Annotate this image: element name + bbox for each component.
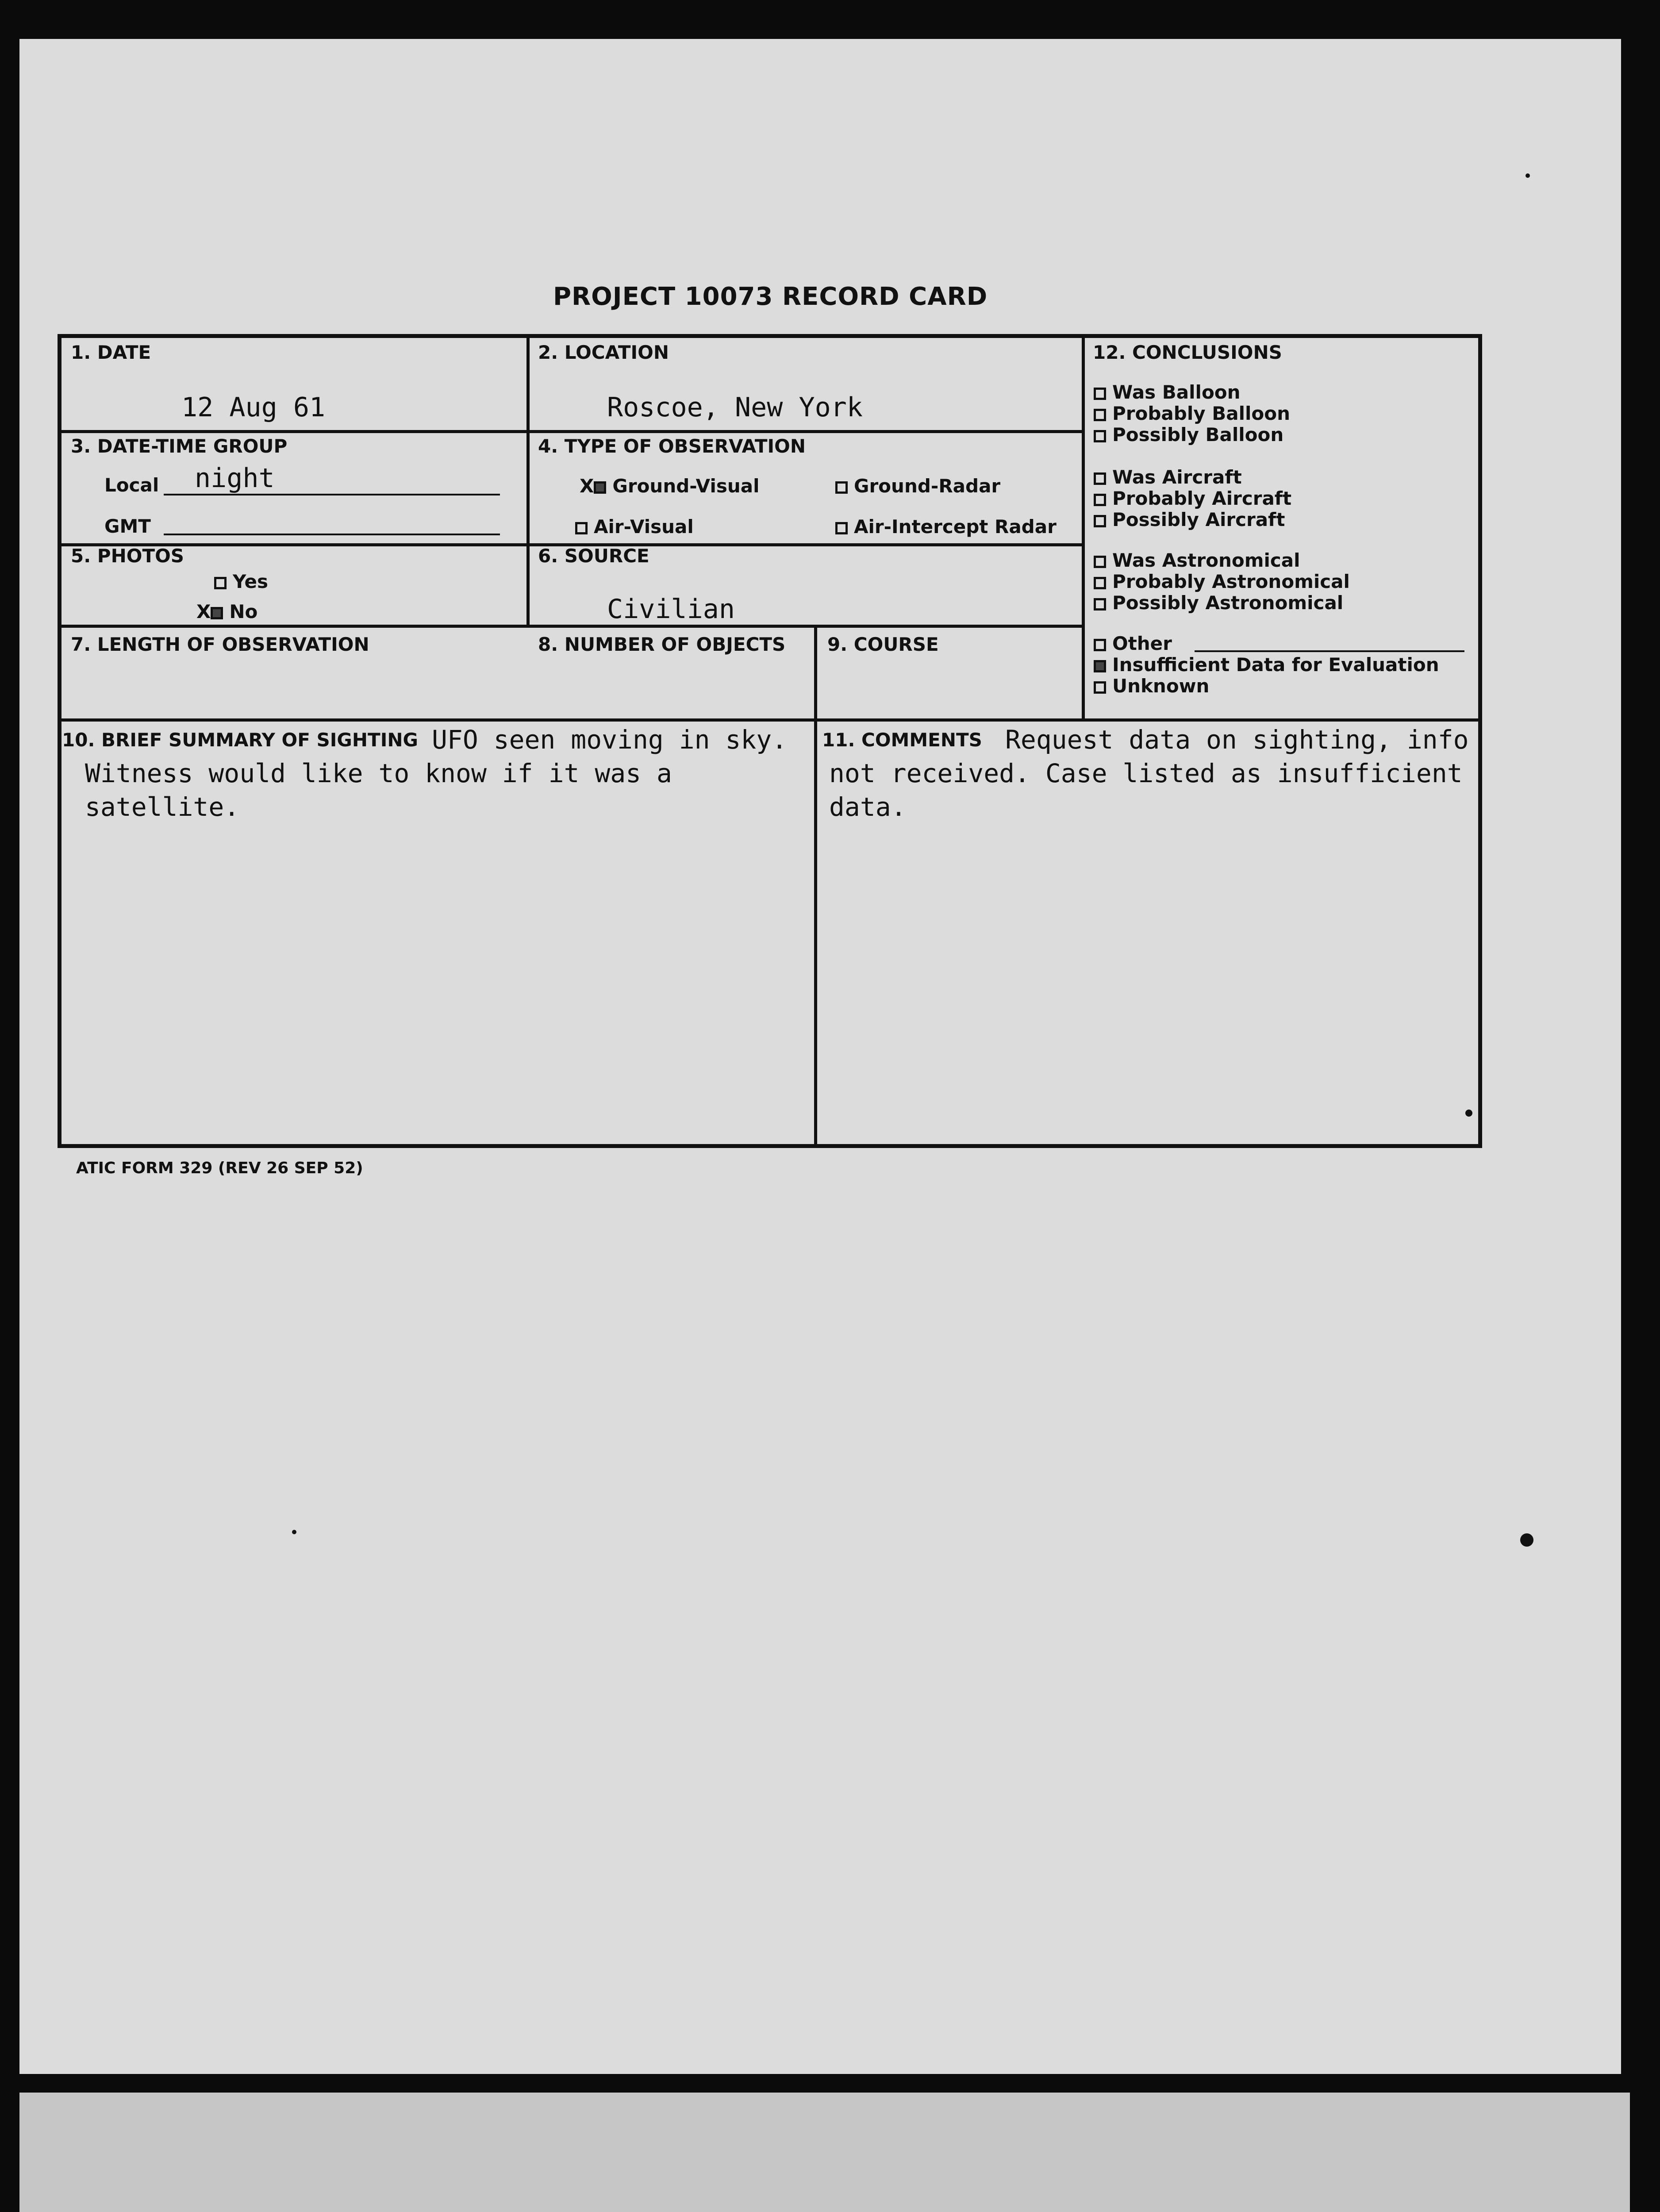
conclusion-label: Possibly Balloon (1112, 424, 1284, 445)
conclusion-checkbox (1094, 494, 1106, 506)
photos-no-option (196, 601, 257, 622)
grid-line (814, 625, 817, 1147)
conclusion-label: Probably Astronomical (1112, 571, 1350, 592)
conclusion-checkbox (1094, 660, 1106, 672)
comments-line-3: data. (829, 792, 907, 822)
comments-line-1: Request data on sighting, info (1005, 725, 1469, 755)
conclusion-checkbox (1094, 388, 1106, 400)
other-underline (1195, 650, 1464, 652)
conclusion-label: Probably Aircraft (1112, 488, 1292, 509)
conclusion-label: Probably Balloon (1112, 403, 1290, 424)
photos-no-checkbox (211, 607, 223, 619)
ground-visual-label: Ground-Visual (612, 475, 760, 497)
gmt-underline (164, 534, 500, 535)
conclusion-label: Was Balloon (1112, 381, 1241, 403)
photos-no-mark: X (196, 601, 211, 622)
conclusion-checkbox (1094, 639, 1106, 651)
conclusion-item (1094, 572, 1350, 592)
location-value: Roscoe, New York (607, 392, 863, 423)
local-time-underline (164, 494, 500, 495)
ground-visual-option (580, 475, 759, 497)
conclusion-item (1094, 676, 1209, 696)
air-intercept-radar-label: Air-Intercept Radar (854, 516, 1057, 538)
local-time-label: Local (104, 474, 159, 496)
scan-speck (1526, 173, 1530, 178)
conclusion-label: Other (1112, 633, 1172, 654)
summary-line-3: satellite. (85, 792, 240, 822)
photos-yes-option (214, 571, 268, 592)
date-value: 12 Aug 61 (181, 392, 326, 423)
comments-label: 11. COMMENTS (822, 729, 982, 751)
conclusion-item (1094, 550, 1300, 571)
conclusion-checkbox (1094, 577, 1106, 589)
ground-radar-checkbox (835, 481, 848, 494)
air-visual-option (575, 516, 694, 538)
conclusion-checkbox (1094, 598, 1106, 611)
air-intercept-radar-checkbox (835, 522, 848, 534)
conclusion-item (1094, 488, 1291, 509)
conclusion-item (1094, 634, 1172, 654)
conclusion-checkbox (1094, 430, 1106, 442)
air-intercept-radar-option (835, 516, 1057, 538)
ground-visual-checkbox (594, 481, 606, 494)
conclusion-item (1094, 425, 1283, 445)
summary-line-1: UFO seen moving in sky. (432, 725, 788, 755)
conclusion-label: Insufficient Data for Evaluation (1112, 654, 1439, 676)
photos-yes-label: Yes (233, 571, 269, 592)
grid-line (60, 430, 1082, 433)
conclusion-item (1094, 593, 1343, 613)
conclusion-label: Was Aircraft (1112, 466, 1242, 488)
number-of-objects-label: 8. NUMBER OF OBJECTS (538, 634, 786, 655)
source-label: 6. SOURCE (538, 545, 649, 567)
date-time-group-label: 3. DATE-TIME GROUP (71, 435, 288, 457)
summary-label: 10. BRIEF SUMMARY OF SIGHTING (62, 729, 418, 751)
conclusion-item (1094, 382, 1241, 403)
conclusion-item (1094, 467, 1242, 488)
scan-background-strip (19, 2093, 1630, 2212)
grid-line (60, 625, 1082, 628)
conclusion-label: Possibly Aircraft (1112, 509, 1285, 530)
ground-radar-label: Ground-Radar (854, 475, 1001, 497)
conclusion-checkbox (1094, 515, 1106, 527)
length-of-observation-label: 7. LENGTH OF OBSERVATION (71, 634, 369, 655)
grid-line (526, 336, 530, 626)
conclusion-checkbox (1094, 681, 1106, 694)
conclusion-label: Possibly Astronomical (1112, 592, 1344, 614)
grid-line (60, 718, 1480, 722)
conclusions-label: 12. CONCLUSIONS (1093, 342, 1282, 363)
conclusion-item (1094, 403, 1290, 424)
photos-no-label: No (229, 601, 258, 622)
scan-speck (1465, 1110, 1472, 1117)
form-number: ATIC FORM 329 (REV 26 SEP 52) (76, 1159, 363, 1177)
conclusion-label: Unknown (1112, 675, 1210, 697)
photos-yes-checkbox (214, 577, 227, 589)
location-label: 2. LOCATION (538, 342, 669, 363)
air-visual-checkbox (575, 522, 588, 534)
conclusion-checkbox (1094, 409, 1106, 421)
type-of-observation-label: 4. TYPE OF OBSERVATION (538, 435, 806, 457)
gmt-label: GMT (104, 515, 151, 537)
summary-line-2: Witness would like to know if it was a (85, 758, 672, 788)
conclusion-checkbox (1094, 556, 1106, 568)
date-label: 1. DATE (71, 342, 151, 363)
course-label: 9. COURSE (827, 634, 939, 655)
ground-radar-option (835, 475, 1000, 497)
conclusion-item (1094, 510, 1285, 530)
air-visual-label: Air-Visual (594, 516, 694, 538)
photos-label: 5. PHOTOS (71, 545, 184, 567)
comments-line-2: not received. Case listed as insufficient (829, 758, 1463, 788)
scan-speck (292, 1530, 296, 1534)
grid-line (1082, 336, 1085, 720)
ground-visual-mark: X (580, 475, 594, 497)
conclusion-checkbox (1094, 472, 1106, 485)
card-title: PROJECT 10073 RECORD CARD (553, 282, 988, 311)
conclusion-label: Was Astronomical (1112, 549, 1300, 571)
local-time-value: night (195, 463, 275, 494)
source-value: Civilian (607, 594, 735, 625)
conclusion-item (1094, 655, 1439, 675)
scan-speck (1520, 1533, 1533, 1547)
